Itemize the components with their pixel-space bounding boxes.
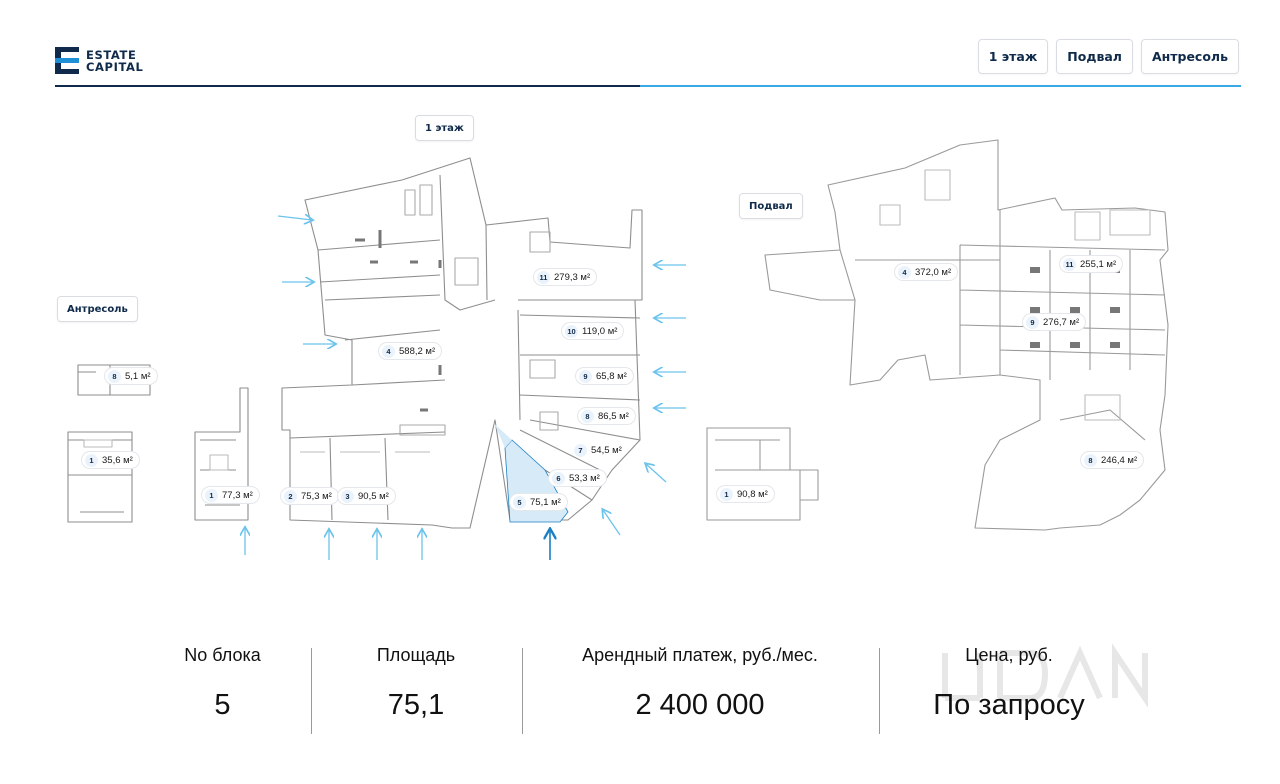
- summary-price: Цена, руб. По запросу: [933, 645, 1085, 721]
- summary-block-number: No блока 5: [184, 645, 261, 721]
- mezzanine-block-1-outline: [68, 432, 132, 522]
- area-tag-bs-1[interactable]: 1 90,8 м²: [716, 485, 775, 503]
- tab-mezzanine[interactable]: Антресоль: [1141, 39, 1239, 74]
- area-tag-ff-9[interactable]: 9 65,8 м²: [575, 367, 634, 385]
- basement-outline: [765, 140, 1168, 530]
- area-tag-bs-8[interactable]: 8 246,4 м²: [1080, 451, 1144, 469]
- area-tag-ff-1[interactable]: 1 77,3 м²: [201, 486, 260, 504]
- summary-divider: [311, 648, 312, 734]
- area-tag-ff-6[interactable]: 6 53,3 м²: [548, 469, 607, 487]
- plan-label-basement: Подвал: [739, 193, 803, 219]
- summary-rent: Арендный платеж, руб./мес. 2 400 000: [582, 645, 818, 721]
- area-tag-ff-10[interactable]: 10 119,0 м²: [561, 322, 624, 340]
- tab-first-floor[interactable]: 1 этаж: [978, 39, 1049, 74]
- summary-divider: [522, 648, 523, 734]
- summary-divider: [879, 648, 880, 734]
- area-tag-ff-11[interactable]: 11 279,3 м²: [533, 268, 597, 286]
- plan-label-first-floor: 1 этаж: [415, 115, 474, 141]
- tab-basement[interactable]: Подвал: [1056, 39, 1133, 74]
- area-tag-bs-9[interactable]: 9 276,7 м²: [1022, 313, 1086, 331]
- area-tag-ff-7[interactable]: 7 54,5 м²: [570, 441, 629, 459]
- area-tag-mz-1[interactable]: 1 35,6 м²: [81, 451, 140, 469]
- area-tag-mz-8[interactable]: 8 5,1 м²: [104, 367, 158, 385]
- summary-area: Площадь 75,1: [376, 645, 456, 721]
- area-tag-ff-5-selected[interactable]: 5 75,1 м²: [509, 493, 568, 511]
- area-tag-ff-3[interactable]: 3 90,5 м²: [337, 487, 396, 505]
- area-tag-bs-4[interactable]: 4 372,0 м²: [894, 263, 958, 281]
- plan-label-mezzanine: Антресоль: [57, 296, 138, 322]
- area-tag-ff-2[interactable]: 2 75,3 м²: [280, 487, 339, 505]
- area-tag-bs-11[interactable]: 11 255,1 м²: [1059, 255, 1123, 273]
- logo-text: ESTATE CAPITAL: [86, 47, 144, 74]
- basement-block-1-outline: [707, 428, 800, 520]
- area-tag-ff-8[interactable]: 8 86,5 м²: [577, 407, 636, 425]
- area-tag-ff-4[interactable]: 4 588,2 м²: [378, 342, 442, 360]
- block-summary: [0, 640, 1280, 740]
